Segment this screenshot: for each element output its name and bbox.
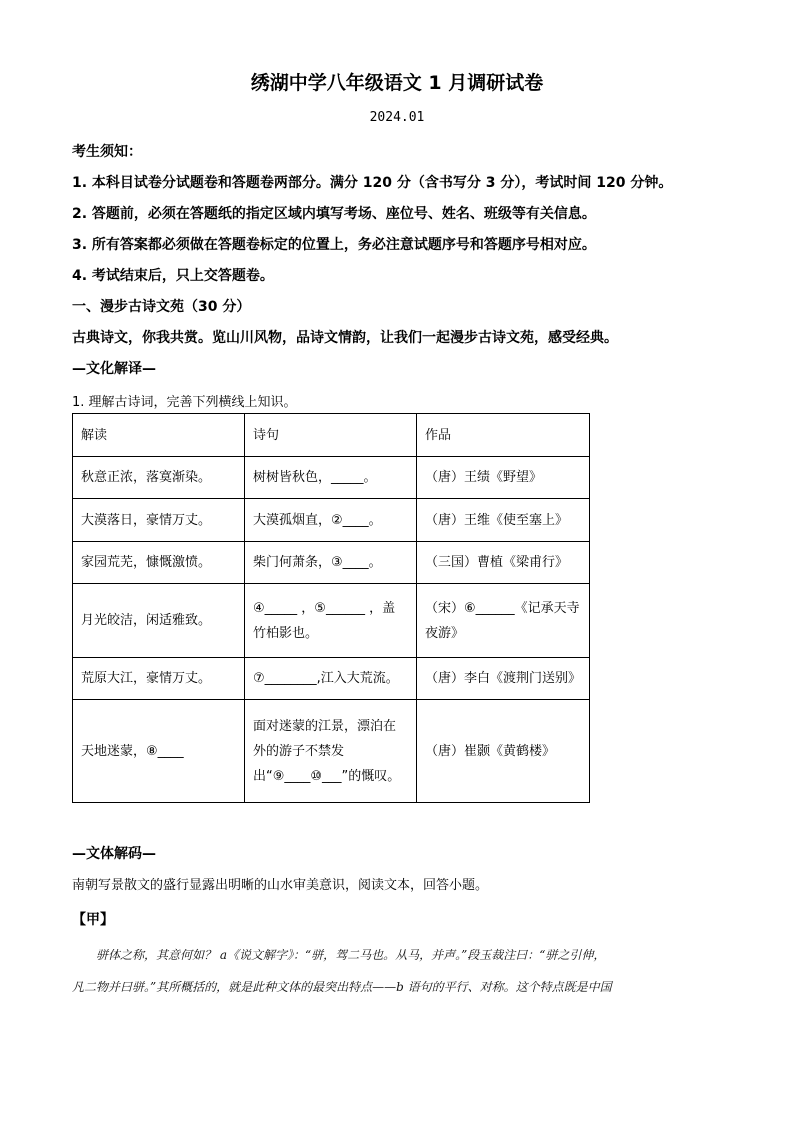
passage-line-2: 凡二物并曰骈。”其所概括的，就是此种文体的最突出特点——b 语句的平行、对称。这个特点既是中国	[72, 980, 612, 994]
table-cell-verse: 大漠孤烟直，②____。	[245, 499, 417, 542]
table-row	[73, 542, 590, 584]
table-cell-verse: 树树皆秋色，_____。	[245, 457, 417, 499]
notice-item-4: 4. 考试结束后，只上交答题卷。	[72, 268, 274, 284]
notice-item-3: 3. 所有答案都必须做在答题卷标定的位置上，务必注意试题序号和答题序号相对应。	[72, 237, 596, 253]
table-row	[73, 584, 590, 658]
table-header-row	[73, 414, 590, 457]
notice-item-1: 1. 本科目试卷分试题卷和答题卷两部分。满分 120 分（含书写分 3 分），考试时间 120 分钟。	[72, 175, 673, 191]
table-row	[73, 700, 590, 803]
table-header-cell: 解读	[73, 414, 245, 457]
table-cell-work: （三国）曹植《梁甫行》	[417, 542, 590, 584]
section-intro: 古典诗文，你我共赏。览山川风物，品诗文情韵，让我们一起漫步古诗文苑，感受经典。	[72, 330, 618, 346]
table-cell-work: （唐）王绩《野望》	[417, 457, 590, 499]
notice-item-2: 2. 答题前，必须在答题纸的指定区域内填写考场、座位号、姓名、班级等有关信息。	[72, 206, 596, 222]
table-cell-work: （唐）李白《渡荆门送别》	[417, 658, 590, 700]
table-cell-verse: ⑦________,江入大荒流。	[245, 658, 417, 700]
table-cell-verse: 面对迷蒙的江景，漂泊在外的游子不禁发出“⑨____⑩___”的慨叹。	[245, 700, 417, 803]
table-cell-interpretation: 秋意正浓，落寞渐染。	[73, 457, 245, 499]
passage-line-1: 骈体之称，其意何如？ a《说文解字》：“骈，驾二马也。从马，并声。”段玉裁注曰：“骈之引伸，	[96, 948, 606, 962]
subsection-heading-culture: —文化解译—	[72, 361, 156, 377]
table-cell-work: （唐）崔颢《黄鹤楼》	[417, 700, 590, 803]
subsection-heading-style: —文体解码—	[72, 846, 156, 862]
table-cell-interpretation: 荒原大江，豪情万丈。	[73, 658, 245, 700]
table-cell-verse: ④_____ ，⑤______ ，盖竹柏影也。	[245, 584, 417, 658]
table-cell-interpretation: 家园荒芜，慷慨激愤。	[73, 542, 245, 584]
section-heading: 一、漫步古诗文苑（30 分）	[72, 299, 251, 315]
notice-heading: 考生须知：	[72, 144, 142, 160]
passage-label-jia: 【甲】	[72, 912, 114, 928]
page-title: 绣湖中学八年级语文 1 月调研试卷	[250, 72, 544, 94]
table-row	[73, 658, 590, 700]
exam-date: 2024.01	[369, 110, 425, 125]
table-row	[73, 499, 590, 542]
table-row	[73, 457, 590, 499]
table-header-cell: 作品	[417, 414, 590, 457]
table-cell-interpretation: 月光皎洁，闲适雅致。	[73, 584, 245, 658]
question-2-intro: 南朝写景散文的盛行显露出明晰的山水审美意识，阅读文本，回答小题。	[72, 878, 489, 893]
table-cell-verse: 柴门何萧条，③____。	[245, 542, 417, 584]
question-1-prompt: 1. 理解古诗词，完善下列横线上知识。	[72, 395, 297, 410]
table-header-cell: 诗句	[245, 414, 417, 457]
table-cell-interpretation: 大漠落日，豪情万丈。	[73, 499, 245, 542]
table-cell-work: （宋）⑥______《记承天寺夜游》	[417, 584, 590, 658]
poetry-table	[72, 413, 590, 803]
table-cell-work: （唐）王维《使至塞上》	[417, 499, 590, 542]
table-cell-interpretation: 天地迷蒙，⑧____	[73, 700, 245, 803]
